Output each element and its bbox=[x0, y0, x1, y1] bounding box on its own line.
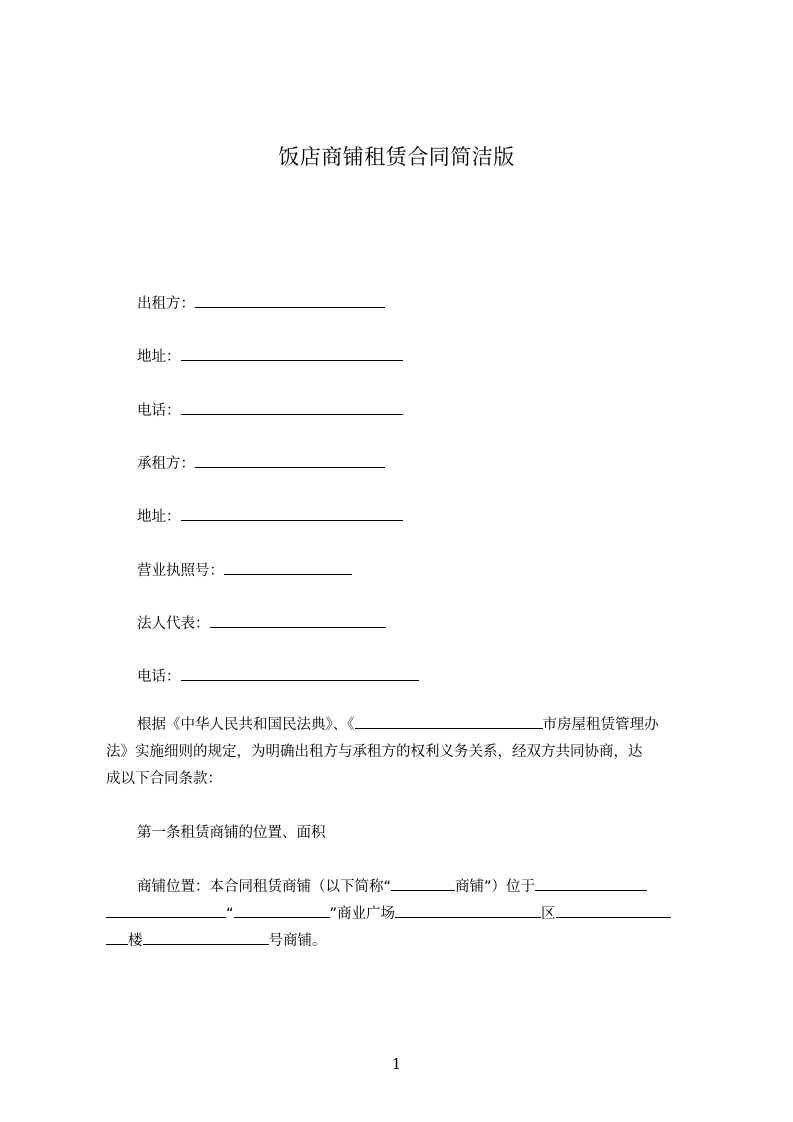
district-label: 区 bbox=[541, 906, 556, 922]
location-shop-text: 商铺”）位于 bbox=[455, 879, 536, 895]
quote-open: “ bbox=[226, 906, 234, 922]
shop-number-label: 号商铺。 bbox=[268, 933, 327, 949]
page-number: 1 bbox=[391, 1055, 402, 1073]
district-after-blank[interactable] bbox=[556, 902, 671, 918]
location-line-1 bbox=[106, 874, 700, 901]
lessor-address-label: 地址： bbox=[137, 349, 181, 365]
district-blank[interactable] bbox=[395, 902, 541, 918]
lessee-blank[interactable] bbox=[195, 452, 385, 468]
legal-rep-label: 法人代表： bbox=[137, 616, 210, 632]
lessor-phone-field bbox=[137, 399, 403, 421]
shop-short-name-blank[interactable] bbox=[391, 875, 455, 891]
lessee-address-field bbox=[137, 505, 403, 527]
business-license-field bbox=[137, 559, 352, 581]
preamble-line-3: 成以下合同条款： bbox=[106, 771, 222, 787]
lessee-phone-field bbox=[137, 665, 419, 687]
preamble-line-2: 法》实施细则的规定，为明确出租方与承租方的权利义务关系，经双方共同协商，达 bbox=[106, 744, 643, 760]
quote-close-plaza: ”商业广场 bbox=[329, 906, 396, 922]
preamble-line-1 bbox=[106, 712, 700, 739]
legal-rep-blank[interactable] bbox=[210, 612, 386, 628]
preamble-text-2: 市房屋租赁管理办 bbox=[542, 717, 659, 733]
preamble-paragraph bbox=[106, 712, 700, 793]
lessee-field bbox=[137, 452, 385, 474]
lessor-phone-label: 电话： bbox=[137, 403, 181, 419]
document-title: 饭店商铺租赁合同简洁版 bbox=[278, 145, 515, 169]
lessor-phone-blank[interactable] bbox=[181, 399, 403, 415]
article-1-heading: 第一条租赁商铺的位置、面积 bbox=[137, 825, 326, 841]
regulation-city-blank[interactable] bbox=[355, 713, 543, 729]
lessee-address-label: 地址： bbox=[137, 509, 181, 525]
street-blank[interactable] bbox=[106, 902, 226, 918]
preamble-text-1: 根据《中华人民共和国民法典》、《 bbox=[137, 717, 355, 733]
lessee-address-blank[interactable] bbox=[181, 505, 403, 521]
lessee-phone-label: 电话： bbox=[137, 669, 181, 685]
lessor-address-field bbox=[137, 345, 403, 367]
lessor-blank[interactable] bbox=[195, 292, 385, 308]
city-blank[interactable] bbox=[535, 875, 647, 891]
plaza-name-blank[interactable] bbox=[234, 902, 330, 918]
location-paragraph bbox=[106, 874, 700, 955]
floor-blank[interactable] bbox=[106, 929, 128, 945]
business-license-blank[interactable] bbox=[224, 559, 352, 575]
lessor-field bbox=[137, 292, 385, 314]
lessee-phone-blank[interactable] bbox=[181, 665, 419, 681]
lessee-label: 承租方： bbox=[137, 456, 195, 472]
lessor-label: 出租方： bbox=[137, 296, 195, 312]
lessor-address-blank[interactable] bbox=[181, 345, 403, 361]
legal-rep-field bbox=[137, 612, 386, 634]
shop-number-blank[interactable] bbox=[143, 929, 269, 945]
location-line-2 bbox=[106, 901, 700, 928]
business-license-label: 营业执照号： bbox=[137, 563, 224, 579]
location-line-3 bbox=[106, 928, 700, 955]
floor-label: 楼 bbox=[128, 933, 143, 949]
location-prefix: 商铺位置：本合同租赁商铺（以下简称“ bbox=[137, 879, 392, 895]
